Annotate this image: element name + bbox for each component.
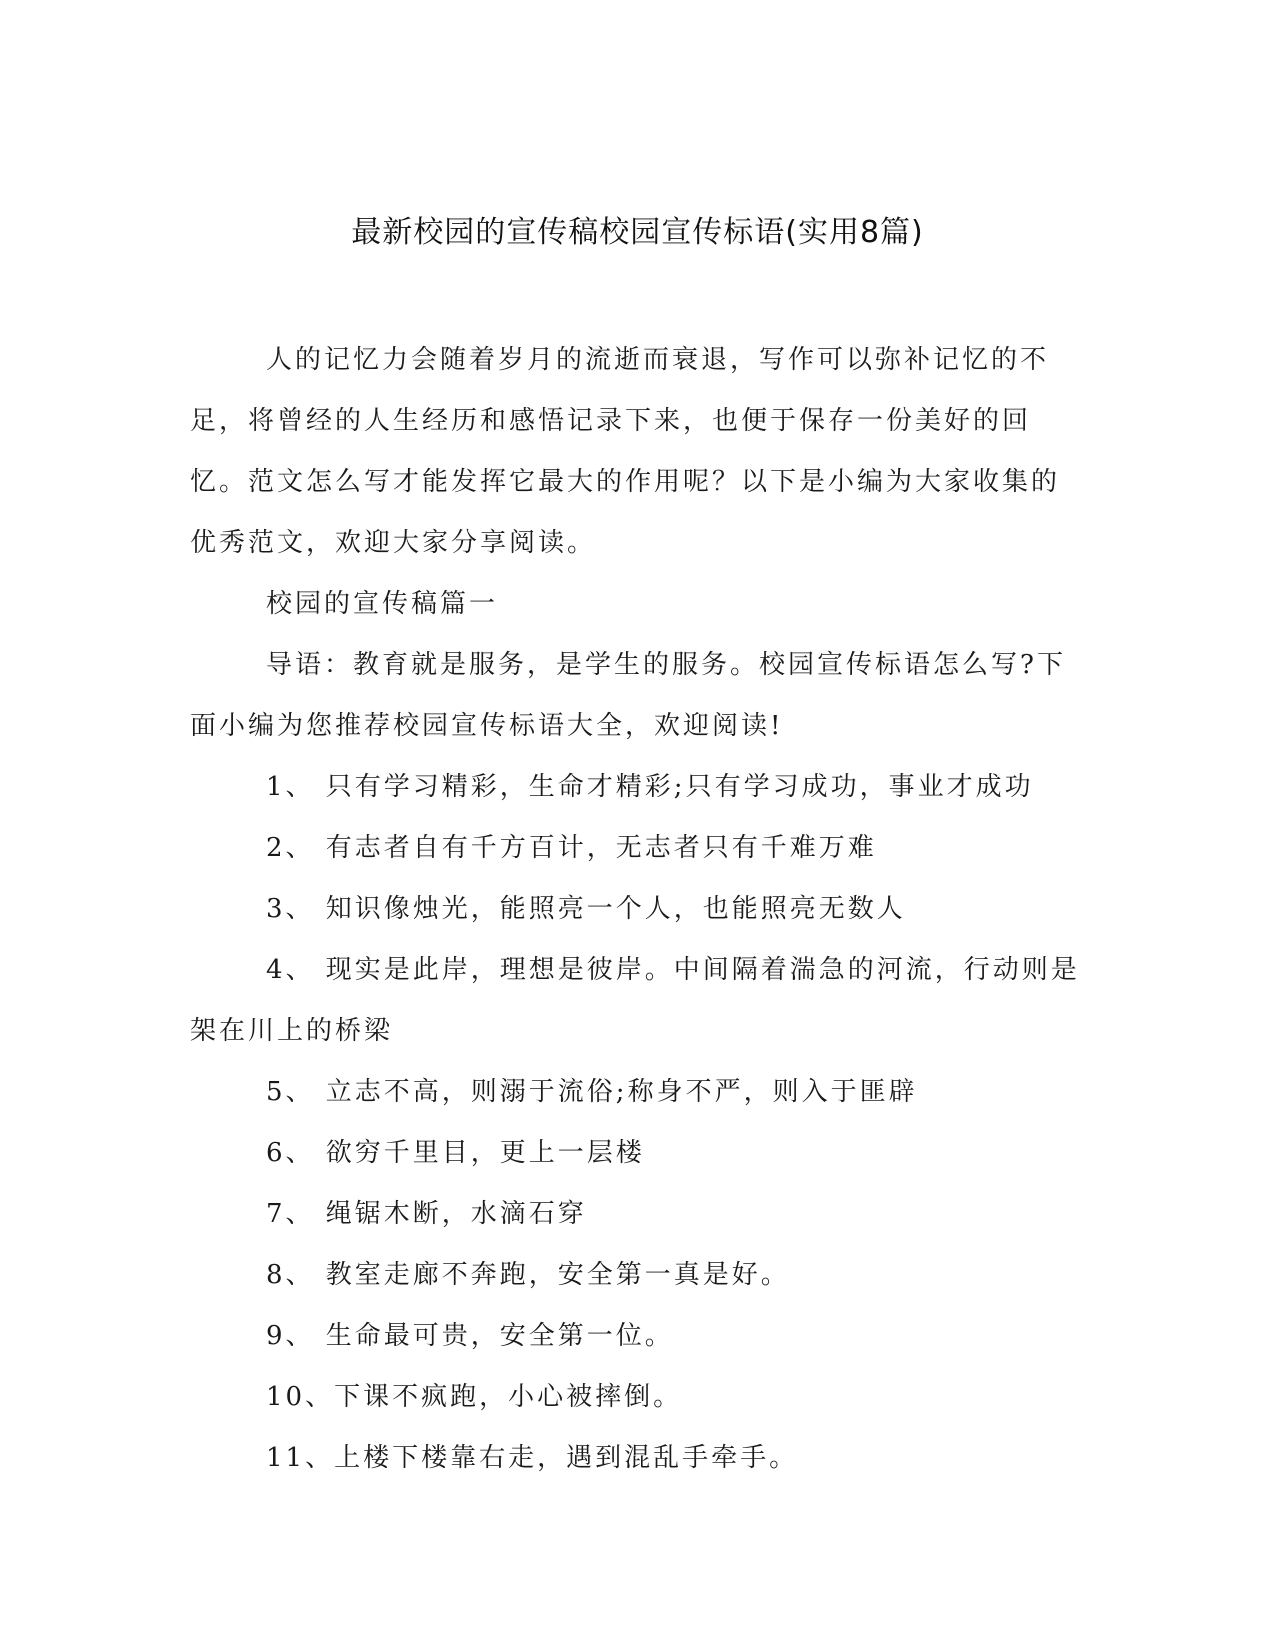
intro-paragraph: 人的记忆力会随着岁月的流逝而衰退，写作可以弥补记忆的不足，将曾经的人生经历和感悟记录下来，也便于保存一份美好的回忆。范文怎么写才能发挥它最大的作用呢？以下是小编为大家收集的优秀范文，欢迎大家分享阅读。 [190,345,1061,558]
document-body [190,330,1080,1489]
slogan-item: 2、 有志者自有千方百计，无志者只有千难万难 [266,833,877,863]
slogan-item: 7、 绳锯木断，水滴石穿 [266,1199,587,1229]
slogan-item: 8、 教室走廊不奔跑，安全第一真是好。 [266,1260,790,1290]
document-title: 最新校园的宣传稿校园宣传标语(实用8篇) [351,215,924,250]
slogan-item: 11、上楼下楼靠右走，遇到混乱手牵手。 [266,1443,799,1473]
lead-paragraph: 导语：教育就是服务，是学生的服务。校园宣传标语怎么写?下面小编为您推荐校园宣传标语大全，欢迎阅读! [190,650,1066,741]
slogan-item: 6、 欲穷千里目，更上一层楼 [266,1138,645,1168]
slogan-item: 9、 生命最可贵，安全第一位。 [266,1321,674,1351]
slogan-item: 4、 现实是此岸，理想是彼岸。中间隔着湍急的河流，行动则是架在川上的桥梁 [190,955,1080,1046]
slogan-item: 10、下课不疯跑，小心被摔倒。 [266,1382,683,1412]
section-heading: 校园的宣传稿篇一 [266,589,499,619]
slogan-item: 1、 只有学习精彩，生命才精彩;只有学习成功，事业才成功 [266,772,1034,802]
slogan-item: 3、 知识像烛光，能照亮一个人，也能照亮无数人 [266,894,906,924]
slogan-item: 5、 立志不高，则溺于流俗;称身不严，则入于匪辟 [266,1077,918,1107]
